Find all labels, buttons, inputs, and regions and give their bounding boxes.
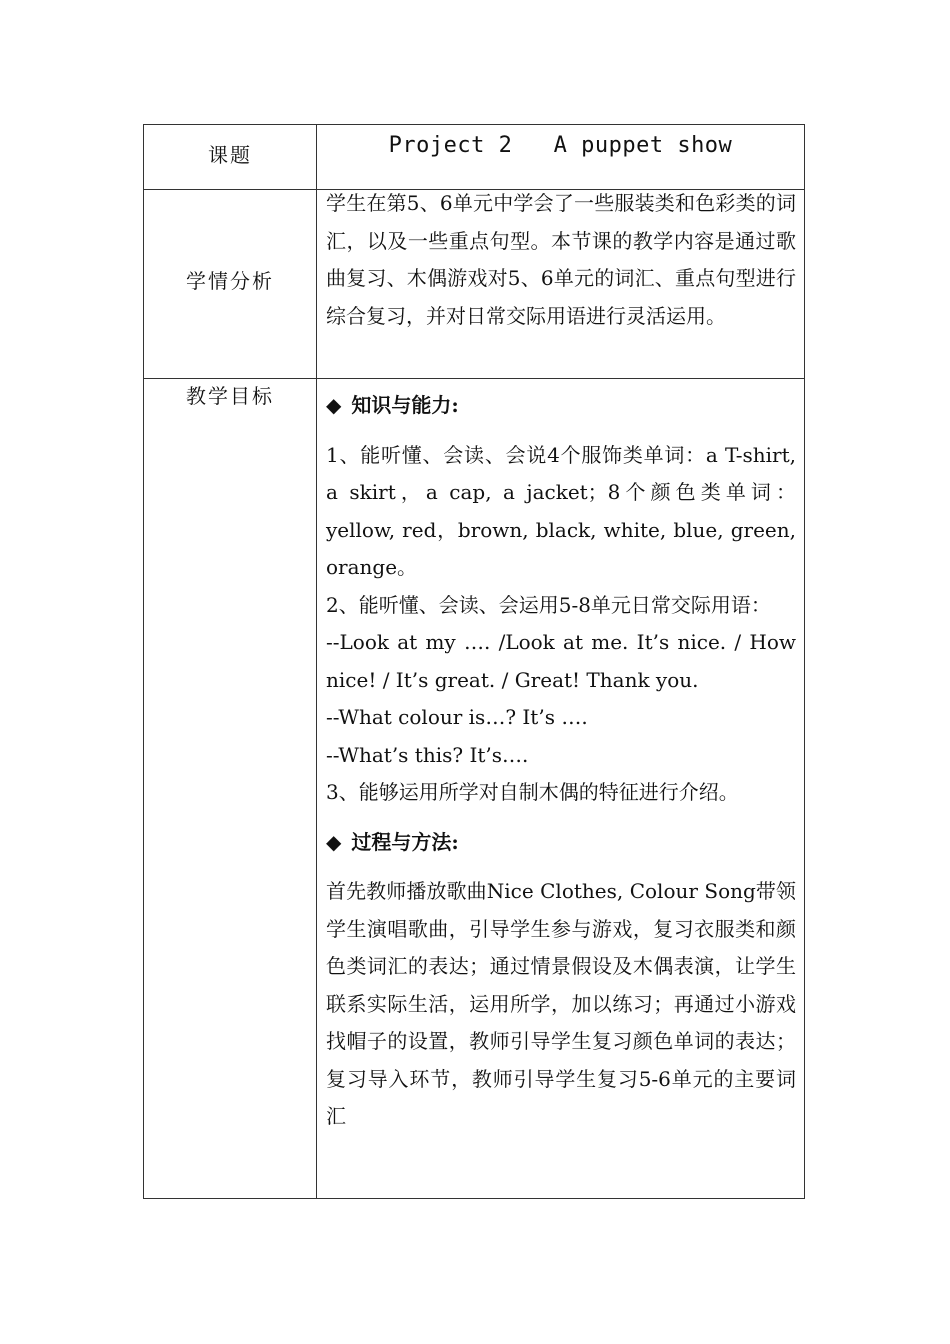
process-method-heading: ◆ 过程与方法: bbox=[326, 829, 459, 854]
student-analysis-label: 学情分析 bbox=[186, 269, 274, 293]
lesson-title: Project 2 A puppet show bbox=[388, 133, 733, 158]
teaching-goals-label: 教学目标 bbox=[186, 384, 274, 408]
column-divider bbox=[316, 125, 317, 1198]
phrase-line-3: --What’s this? It’s…. bbox=[326, 742, 529, 767]
teaching-goals-content bbox=[326, 387, 796, 1136]
row-divider-2 bbox=[144, 378, 804, 379]
knowledge-ability-heading: ◆ 知识与能力: bbox=[326, 393, 459, 417]
topic-label: 课题 bbox=[208, 143, 252, 167]
process-text: 首先教师播放歌曲Nice Clothes, Colour Song带领学生演唱歌曲，引导学生参与游戏，复习衣服类和颜色类词汇的表达；通过情景假设及木偶表演，让学生联系实际生活，运用所学，加以练习；再通过小游戏找帽子的设置，教师引导学生复习颜色单词的表达；复习导入环节，教师引导学生复习5-6单元的主要词汇 bbox=[326, 879, 796, 1128]
phrase-line-1: --Look at my …. /Look at me. It’s nice. / How nice! / It’s great. / Great! Thank you. bbox=[326, 630, 796, 692]
student-analysis-text: 学生在第5、6单元中学会了一些服装类和色彩类的词汇，以及一些重点句型。本节课的教学内容是通过歌曲复习、木偶游戏对5、6单元的词汇、重点句型进行综合复习，并对日常交际用语进行灵活运用。 bbox=[326, 191, 796, 328]
phrase-line-2: --What colour is…? It’s …. bbox=[326, 705, 588, 729]
goal-item-1: 1、能听懂、会读、会说4个服饰类单词：a T-shirt, a skirt，a cap, a jacket；8个颜色类单词：yellow, red，brown, black, white, blue, green, orange。 bbox=[326, 442, 796, 579]
goal-item-2: 2、能听懂、会读、会运用5-8单元日常交际用语： bbox=[326, 592, 771, 617]
goal-item-3: 3、能够运用所学对自制木偶的特征进行介绍。 bbox=[326, 780, 739, 804]
lesson-plan-table bbox=[143, 124, 805, 1199]
diamond-bullet-icon: ◆ bbox=[326, 393, 342, 417]
diamond-bullet-icon: ◆ bbox=[326, 829, 342, 854]
